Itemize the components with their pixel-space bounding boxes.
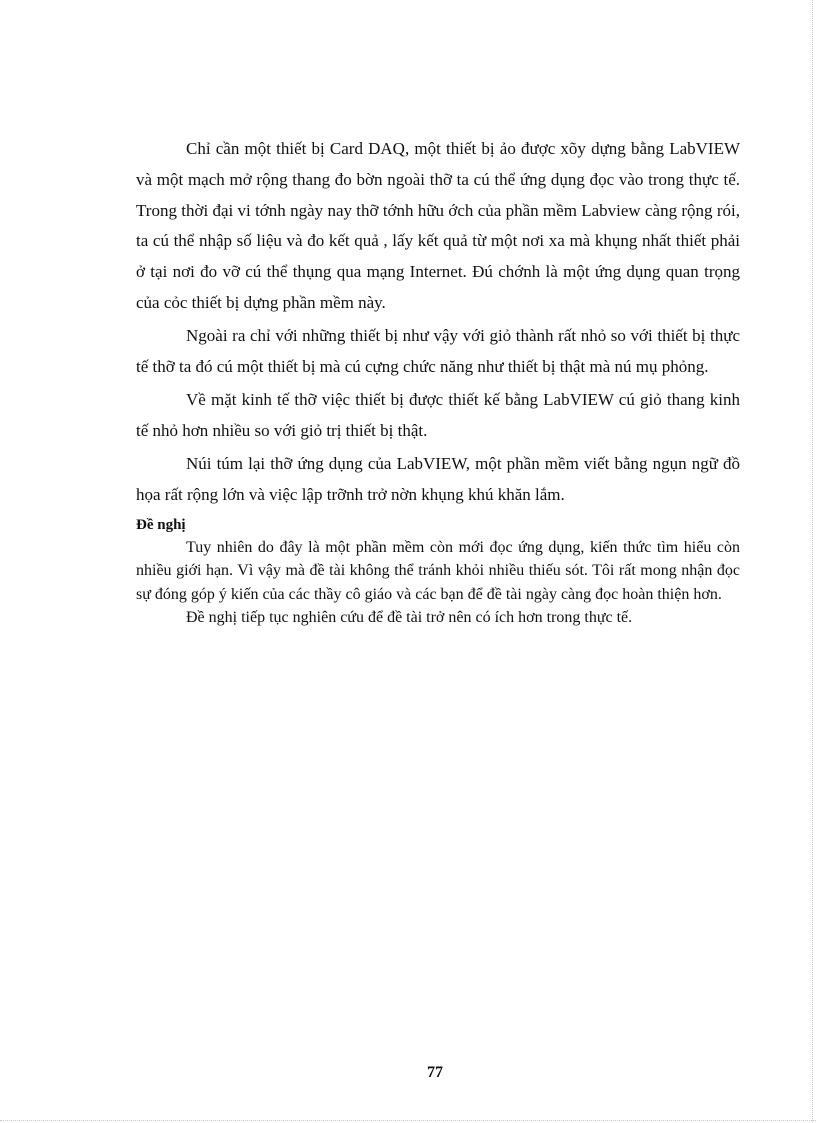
paragraph: Chỉ cần một thiết bị Card DAQ, một thiết bị ảo được xõy dựng bằng LabVIEW và một mạch mở rộng thang đo bờn ngoài thỡ ta cú thể ứng dụng đọc vào trong thực tế. Trong thời đại vi tớnh ngày nay thỡ tớnh hữu ớch của phần mềm Labview càng rộng rói, ta cú thể nhập số liệu và đo kết quả , lấy kết quả từ một nơi xa mà khụng nhất thiết phải ở tại nơi đo vỡ cú thể thụng qua mạng Internet. Đú chớnh là một ứng dụng quan trọng của cỏc thiết bị dựng phần mềm này. xyxy=(136,139,740,312)
paragraph: Tuy nhiên do đây là một phần mềm còn mới đọc ứng dụng, kiến thức tìm hiểu còn nhiều giới hạn. Vì vậy mà đề tài không thể tránh khỏi nhiều thiếu sót. Tôi rất mong nhận đọc sự đóng góp ý kiến của các thầy cô giáo và các bạn để đề tài ngày càng đọc hoàn thiện hơn. xyxy=(136,538,740,603)
page-number: 77 xyxy=(427,1064,443,1081)
paragraph: Về mặt kinh tế thỡ việc thiết bị được thiết kế bằng LabVIEW cú giỏ thang kinh tế nhỏ hơn nhiều so với giỏ trị thiết bị thật. xyxy=(136,390,740,441)
page-border-bottom xyxy=(0,1120,816,1121)
paragraph: Đề nghị tiếp tục nghiên cứu để đề tài trở nên có ích hơn trong thực tế. xyxy=(186,609,633,627)
page-border-right xyxy=(812,0,813,1123)
section-heading: Đề nghị xyxy=(136,516,186,533)
body-text xyxy=(136,134,740,630)
paragraph: Ngoài ra chỉ với những thiết bị như vậy với giỏ thành rất nhỏ so với thiết bị thực tế thỡ ta đó cú một thiết bị mà cú cựng chức năng như thiết bị thật mà nú mụ phỏng. xyxy=(136,326,740,377)
paragraph: Núi túm lại thỡ ứng dụng của LabVIEW, một phần mềm viết bằng ngụn ngữ đồ họa rất rộng lớn và việc lập trỡnh trở nờn khụng khú khăn lắm. xyxy=(136,454,740,505)
